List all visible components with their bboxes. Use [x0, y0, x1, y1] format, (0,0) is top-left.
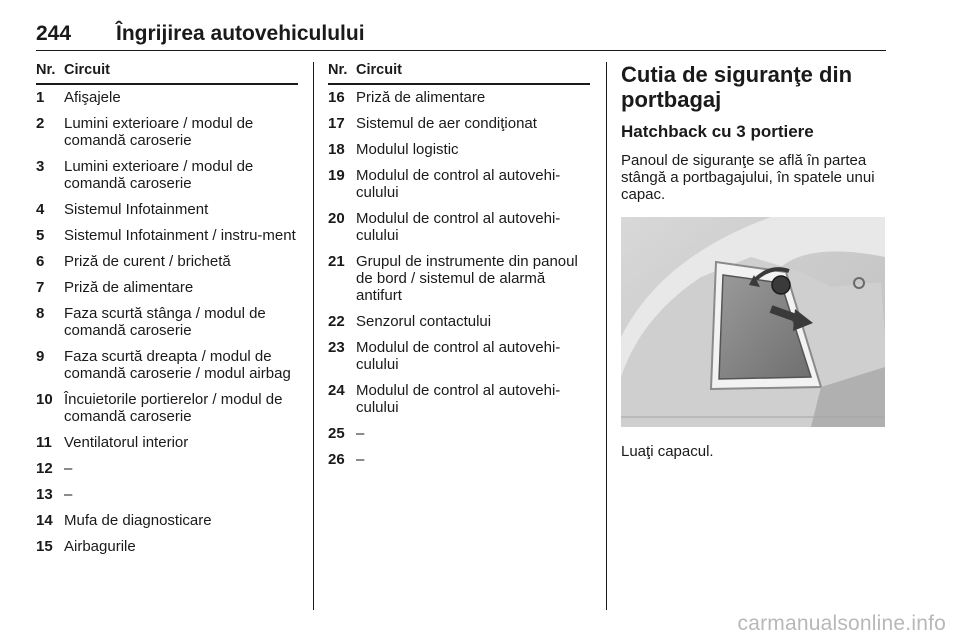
fuse-number: 22: [328, 313, 345, 330]
fuse-number: 18: [328, 141, 345, 158]
circuit-description: Lumini exterioare / modul de comandă caroserie: [64, 158, 254, 192]
table-body: [328, 89, 590, 468]
section-paragraph: Panoul de siguranţe se află în partea stângă a portbagajului, în spatele unui capac.: [621, 152, 875, 203]
table-row: [36, 512, 298, 529]
column-header-circuit: Circuit: [356, 62, 402, 78]
table-body: [36, 89, 298, 555]
table-row: [328, 141, 590, 158]
table-row: [328, 339, 590, 373]
circuit-description: Sistemul Infotainment / instru-ment: [64, 227, 296, 244]
table-row: [328, 210, 590, 244]
table-row: [328, 253, 590, 304]
table-row: [36, 434, 298, 451]
fuse-number: 17: [328, 115, 345, 132]
circuit-description: –: [64, 460, 73, 477]
fuse-number: 14: [36, 512, 53, 529]
circuit-description: Faza scurtă stânga / modul de comandă caroserie: [64, 305, 266, 339]
fuse-number: 10: [36, 391, 53, 408]
circuit-description: Sistemul Infotainment: [64, 201, 209, 218]
circuit-description: Modulul de control al autovehi-culului: [356, 210, 561, 244]
fuse-number: 19: [328, 167, 345, 184]
table-row: [328, 451, 590, 468]
fuse-number: 13: [36, 486, 53, 503]
circuit-description: Ventilatorul interior: [64, 434, 189, 451]
fuse-number: 5: [36, 227, 45, 244]
fuse-number: 25: [328, 425, 345, 442]
fuse-number: 21: [328, 253, 345, 270]
circuit-description: Sistemul de aer condiţionat: [356, 115, 537, 132]
fuse-number: 6: [36, 253, 45, 270]
table-row: [36, 89, 298, 106]
trunk-fuse-cover-illustration: [621, 217, 885, 427]
fuse-number: 4: [36, 201, 45, 218]
section-subtitle: Hatchback cu 3 portiere: [621, 122, 814, 141]
fuse-number: 3: [36, 158, 45, 175]
column-header-circuit: Circuit: [64, 62, 110, 78]
circuit-description: Încuietorile portierelor / modul de comandă caroserie: [64, 391, 283, 425]
fuse-number: 1: [36, 89, 45, 106]
fuse-number: 20: [328, 210, 345, 227]
table-row: [328, 89, 590, 106]
column-divider-right: [606, 62, 607, 610]
table-row: [36, 279, 298, 296]
table-row: [36, 201, 298, 218]
fuse-number: 7: [36, 279, 45, 296]
table-header: [36, 62, 298, 85]
circuit-description: Priză de alimentare: [356, 89, 486, 106]
fuse-number: 8: [36, 305, 45, 322]
fuse-table-right: [328, 62, 590, 477]
table-row: [328, 167, 590, 201]
circuit-description: –: [64, 486, 73, 503]
section-title: Cutia de siguranţe din portbagaj: [621, 62, 853, 112]
table-row: [328, 425, 590, 442]
column-header-nr: Nr.: [36, 62, 56, 78]
table-row: [36, 348, 298, 382]
circuit-description: Senzorul contactului: [356, 313, 492, 330]
circuit-description: –: [356, 425, 365, 442]
circuit-description: Lumini exterioare / modul de comandă caroserie: [64, 115, 254, 149]
page-header: [36, 22, 886, 51]
column-divider-left: [313, 62, 314, 610]
table-row: [36, 115, 298, 149]
page-title: Îngrijirea autovehiculului: [116, 22, 365, 45]
table-row: [328, 382, 590, 416]
table-header: [328, 62, 590, 85]
circuit-description: Grupul de instrumente din panoul de bord / sistemul de alarmă antifurt: [356, 253, 578, 304]
fuse-number: 11: [36, 434, 52, 451]
fuse-number: 23: [328, 339, 345, 356]
circuit-description: Mufa de diagnosticare: [64, 512, 212, 529]
table-row: [36, 305, 298, 339]
table-row: [36, 486, 298, 503]
figure-caption: Luaţi capacul.: [621, 443, 714, 460]
table-row: [36, 391, 298, 425]
circuit-description: Airbagurile: [64, 538, 136, 555]
fuse-number: 15: [36, 538, 53, 555]
circuit-description: Modulul logistic: [356, 141, 459, 158]
table-row: [36, 158, 298, 192]
fuse-table-left: [36, 62, 298, 564]
circuit-description: Priză de alimentare: [64, 279, 194, 296]
fuse-number: 26: [328, 451, 345, 468]
fuse-number: 16: [328, 89, 345, 106]
column-header-nr: Nr.: [328, 62, 348, 78]
trunk-fuse-section: [621, 62, 887, 460]
watermark: carmanualsonline.info: [737, 612, 946, 635]
table-row: [328, 313, 590, 330]
fuse-number: 24: [328, 382, 345, 399]
circuit-description: Modulul de control al autovehi-culului: [356, 382, 561, 416]
circuit-description: Modulul de control al autovehi-culului: [356, 167, 561, 201]
table-row: [36, 253, 298, 270]
fuse-number: 12: [36, 460, 53, 477]
circuit-description: Priză de curent / brichetă: [64, 253, 231, 270]
circuit-description: Afişajele: [64, 89, 121, 106]
fuse-number: 2: [36, 115, 45, 132]
page-number: 244: [36, 22, 72, 45]
table-row: [36, 538, 298, 555]
fuse-number: 9: [36, 348, 45, 365]
circuit-description: –: [356, 451, 365, 468]
table-row: [328, 115, 590, 132]
table-row: [36, 460, 298, 477]
circuit-description: Modulul de control al autovehi-culului: [356, 339, 561, 373]
table-row: [36, 227, 298, 244]
circuit-description: Faza scurtă dreapta / modul de comandă caroserie / modul airbag: [64, 348, 291, 382]
